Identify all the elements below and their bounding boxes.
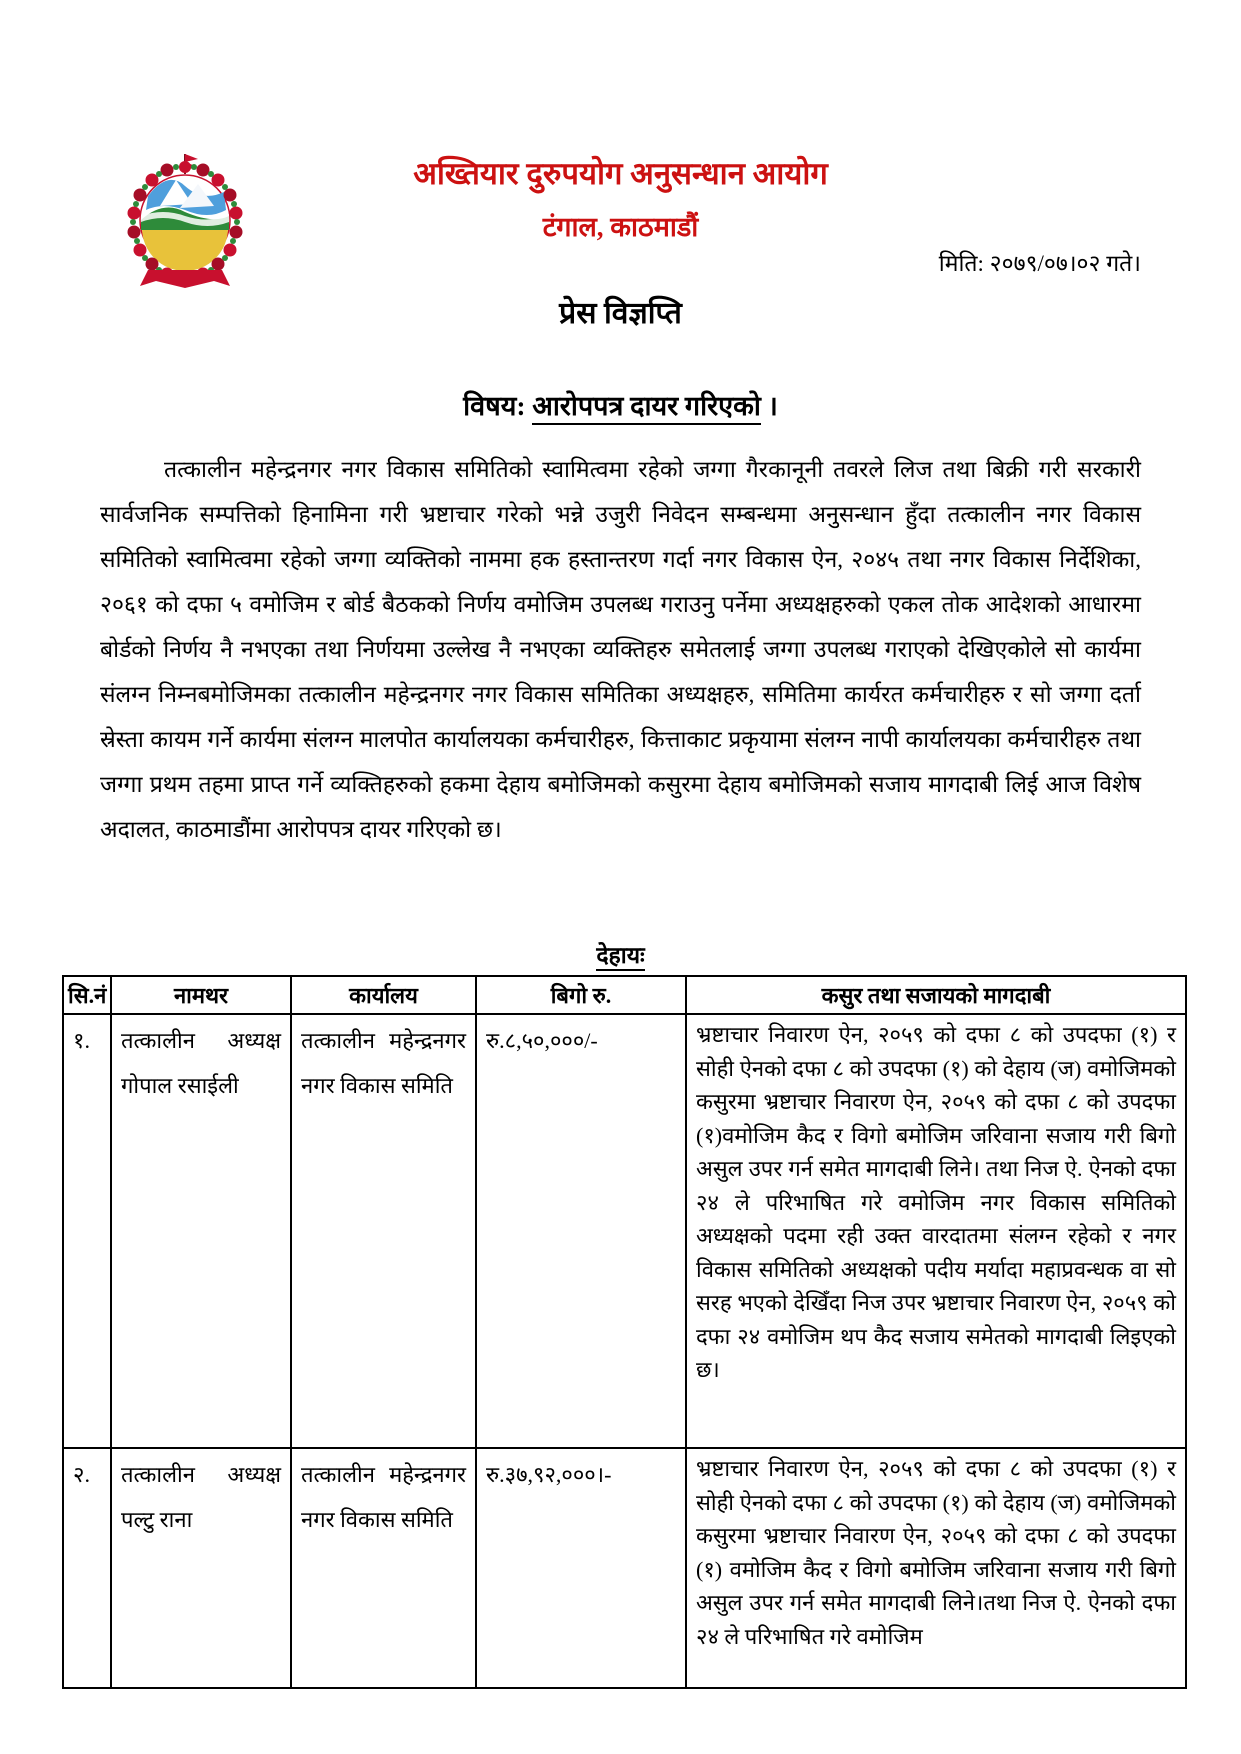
row2-amount: रु.३७,९२,०००।- <box>476 1448 686 1688</box>
header-name: नामथर <box>111 976 291 1014</box>
row1-amount: रु.८,५०,०००/- <box>476 1014 686 1448</box>
charges-table <box>62 975 1187 1689</box>
row2-name: तत्कालीन अध्यक्ष पल्टु राना <box>111 1448 291 1688</box>
header-office: कार्यालय <box>291 976 476 1014</box>
table-caption-text: देहायः <box>596 943 644 971</box>
header-amount: बिगो रु. <box>476 976 686 1014</box>
subject-prefix: विषय: <box>463 391 533 421</box>
table-row <box>63 1448 1186 1688</box>
body-paragraph: तत्कालीन महेन्द्रनगर नगर विकास समितिको स्वामित्वमा रहेको जग्गा गैरकानूनी तवरले लिज तथा बिक्री गरी सरकारी सार्वजनिक सम्पत्तिको हिनामिना गरी भ्रष्टाचार गरेको भन्ने उजुरी निवेदन सम्बन्धमा अनुसन्धान हुँदा तत्कालीन नगर विकास समितिको स्वामित्वमा रहेको जग्गा व्यक्तिको नाममा हक हस्तान्तरण गर्दा नगर विकास ऐन, २०४५ तथा नगर विकास निर्देशिका, २०६१ को दफा ५ वमोजिम र बोर्ड बैठकको निर्णय वमोजिम उपलब्ध गराउनु पर्नेमा अध्यक्षहरुको एकल तोक आदेशको आधारमा बोर्डको निर्णय नै नभएका तथा निर्णयमा उल्लेख नै नभएका व्यक्तिहरु समेतलाई जग्गा उपलब्ध गराएको देखिएकोले सो कार्यमा संलग्न निम्नबमोजिमका तत्कालीन महेन्द्रनगर नगर विकास समितिका अध्यक्षहरु, समितिमा कार्यरत कर्मचारीहरु र सो जग्गा दर्ता स्रेस्ता कायम गर्ने कार्यमा संलग्न मालपोत कार्यालयका कर्मचारीहरु, कित्ताकाट प्रकृयामा संलग्न नापी कार्यालयका कर्मचारीहरु तथा जग्गा प्रथम तहमा प्राप्त गर्ने व्यक्तिहरुको हकमा देहाय बमोजिमको कसुरमा देहाय बमोजिमको सजाय मागदाबी लिई आज विशेष अदालत, काठमाडौंमा आरोपपत्र दायर गरिएको छ। <box>100 457 1141 842</box>
subject-line <box>0 386 1241 423</box>
header-serial-number: सि.नं <box>63 976 111 1014</box>
row1-office: तत्कालीन महेन्द्रनगर नगर विकास समिति <box>291 1014 476 1448</box>
row1-name: तत्कालीन अध्यक्ष गोपाल रसाईली <box>111 1014 291 1448</box>
row1-charge: भ्रष्टाचार निवारण ऐन, २०५९ को दफा ८ को उपदफा (१) र सोही ऐनको दफा ८ को उपदफा (१) को देहाय (ज) वमोजिमको कसुरमा भ्रष्टाचार निवारण ऐन, २०५९ को दफा ८ को उपदफा (१)वमोजिम कैद र विगो बमोजिम जरिवाना सजाय गरी बिगो असुल उपर गर्न समेत मागदाबी लिने। तथा निज ऐ. ऐनको दफा २४ ले परिभाषित गरे वमोजिम नगर विकास समितिको अध्यक्षको पदमा रही उक्त वारदातमा संलग्न रहेको र नगर विकास समितिको अध्यक्षको पदीय मर्यादा महाप्रवन्धक वा सो सरह भएको देखिँदा निज उपर भ्रष्टाचार निवारण ऐन, २०५९ को दफा २४ वमोजिम थप कैद सजाय समेतको मागदाबी लिइएको छ। <box>686 1014 1186 1448</box>
row2-serial-number: २. <box>63 1448 111 1688</box>
subject-underlined-text: आरोपपत्र दायर गरिएको <box>532 391 761 425</box>
subject-suffix: । <box>760 391 778 421</box>
org-name: अख्तियार दुरुपयोग अनुसन्धान आयोग <box>413 156 828 191</box>
table-header-row <box>63 976 1186 1014</box>
header-charge: कसुर तथा सजायको मागदाबी <box>686 976 1186 1014</box>
row2-office: तत्कालीन महेन्द्रनगर नगर विकास समिति <box>291 1448 476 1688</box>
date-line: मिति: २०७९/०७।०२ गते। <box>938 251 1141 276</box>
row1-serial-number: १. <box>63 1014 111 1448</box>
org-location: टंगाल, काठमाडौं <box>542 212 699 242</box>
table-row <box>63 1014 1186 1448</box>
row2-charge: भ्रष्टाचार निवारण ऐन, २०५९ को दफा ८ को उपदफा (१) र सोही ऐनको दफा ८ को उपदफा (१) को देहाय (ज) वमोजिमको कसुरमा भ्रष्टाचार निवारण ऐन, २०५९ को दफा ८ को उपदफा (१) वमोजिम कैद र विगो बमोजिम जरिवाना सजाय गरी बिगो असुल उपर गर्न समेत मागदाबी लिने।तथा निज ऐ. ऐनको दफा २४ ले परिभाषित गरे वमोजिम <box>686 1448 1186 1688</box>
press-release-title: प्रेस विज्ञप्ति <box>559 297 682 330</box>
table-caption <box>0 938 1241 970</box>
